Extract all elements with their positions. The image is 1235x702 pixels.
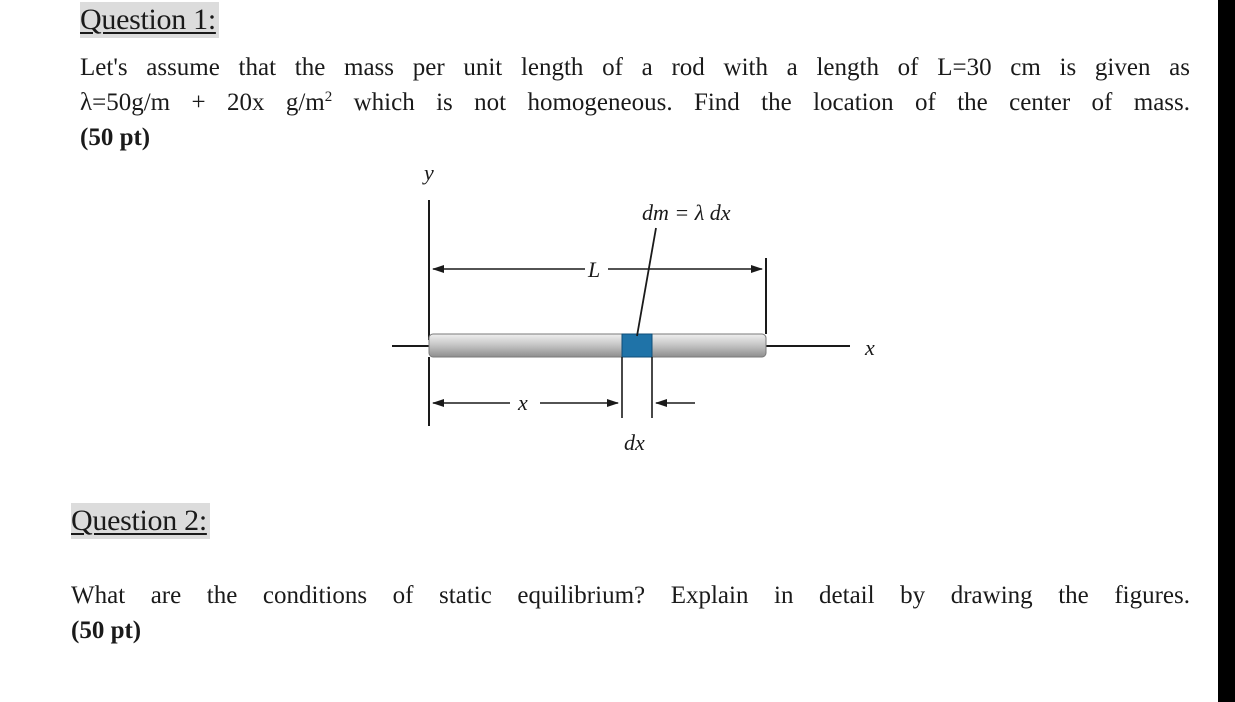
question-1-points: (50 pt): [80, 124, 151, 151]
rod-diagram: [380, 150, 900, 470]
question-2-text-line-1: What are the conditions of static equilibrium? Explain in detail by drawing the figures.: [71, 582, 1190, 609]
x-axis-label: x: [865, 335, 875, 360]
dm-leader-line: [637, 228, 656, 336]
question-2-heading: Question 2:: [71, 503, 210, 539]
right-edge-bar: [1218, 0, 1235, 702]
position-label: x: [518, 390, 528, 415]
question-1-heading: Question 1:: [80, 2, 219, 38]
question-1-text-line-1: Let's assume that the mass per unit length of a rod with a length of L=30 cm is given as: [80, 54, 1190, 81]
question-2-points: (50 pt): [71, 617, 142, 644]
dm-label: dm = λ dx: [642, 200, 731, 225]
rod: [429, 334, 766, 357]
y-axis-label: y: [424, 160, 434, 185]
squared-exponent: 2: [324, 89, 333, 105]
question-1-text-line-2: [80, 85, 1190, 120]
question-1-instruction: which is not homogeneous. Find the location of the center of mass.: [332, 89, 1190, 116]
mass-element-dm: [622, 334, 652, 357]
rod-center-of-mass-figure: [380, 150, 900, 470]
length-label: L: [588, 257, 601, 282]
dx-label: dx: [624, 430, 645, 455]
lambda-formula: λ=50g/m + 20x g/m: [80, 89, 325, 116]
